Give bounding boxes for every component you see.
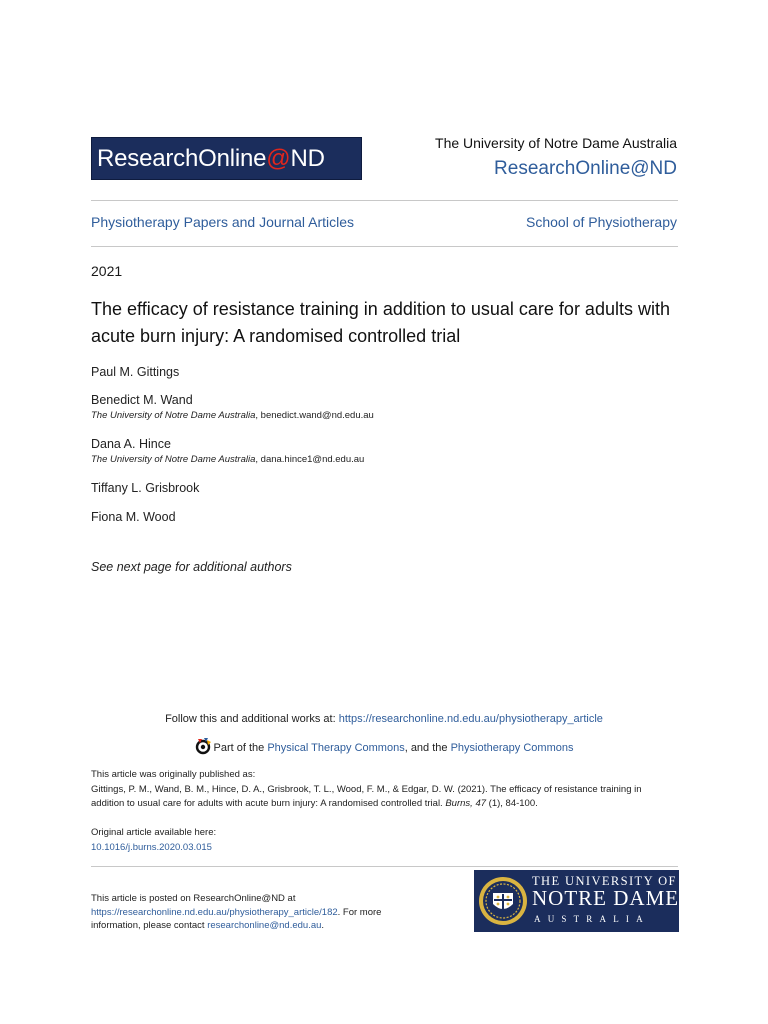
author-entry	[91, 481, 651, 495]
author-entry	[91, 393, 651, 421]
citation-end: (1), 84-100.	[486, 798, 538, 809]
physical-therapy-commons-link[interactable]: Physical Therapy Commons	[267, 742, 405, 754]
institution-name: The University of Notre Dame Australia	[435, 135, 677, 151]
nd-logo-line3: AUSTRALIA	[534, 914, 650, 924]
original-label: Original article available here:	[91, 827, 217, 838]
author-name: Benedict M. Wand	[91, 393, 193, 407]
divider-bottom	[91, 246, 678, 247]
author-entry	[91, 437, 651, 465]
author-name: Paul M. Gittings	[91, 365, 180, 379]
citation	[91, 783, 671, 812]
affiliation-name: The University of Notre Dame Australia	[91, 410, 256, 421]
researchonline-logo[interactable]	[91, 137, 362, 180]
follow-prefix: Follow this and additional works at:	[165, 713, 339, 725]
publication-info	[91, 768, 671, 812]
logo-text-at: @	[266, 145, 291, 172]
nd-logo-line1: THE UNIVERSITY OF	[532, 874, 677, 888]
part-of-line	[0, 737, 768, 755]
part-of-middle: , and the	[404, 742, 451, 754]
additional-authors-note: See next page for additional authors	[91, 560, 292, 574]
doi-link[interactable]: 10.1016/j.burns.2020.03.015	[91, 841, 212, 853]
author-affiliation: The University of Notre Dame Australia, dana.hince1@nd.edu.au	[91, 454, 365, 465]
affiliation-name: The University of Notre Dame Australia	[91, 454, 256, 465]
original-article-info	[91, 826, 216, 855]
author-affiliation: The University of Notre Dame Australia, benedict.wand@nd.edu.au	[91, 410, 374, 421]
logo-text-main: ResearchOnline	[97, 145, 267, 172]
commons-network-icon	[195, 737, 211, 755]
posted-url-link[interactable]: https://researchonline.nd.edu.au/physiotherapy_article/182	[91, 906, 338, 918]
part-of-prefix: Part of the	[213, 742, 268, 754]
author-entry	[91, 365, 651, 379]
author-name: Dana A. Hince	[91, 437, 171, 451]
physiotherapy-commons-link[interactable]: Physiotherapy Commons	[450, 742, 574, 754]
department-link[interactable]: School of Physiotherapy	[526, 214, 677, 230]
posted-line1: This article is posted on ResearchOnline@ND at	[91, 893, 296, 904]
author-entry	[91, 510, 651, 524]
notre-dame-logo[interactable]	[474, 870, 679, 932]
university-seal-icon	[477, 874, 529, 928]
author-name: Tiffany L. Grisbrook	[91, 481, 200, 495]
article-title: The efficacy of resistance training in addition to usual care for adults with acute burn injury: A randomised controlled trial	[91, 299, 670, 346]
contact-email-link[interactable]: researchonline@nd.edu.au	[207, 920, 322, 931]
posted-after-url: . For more information, please contact	[91, 906, 382, 931]
author-email: benedict.wand@nd.edu.au	[260, 410, 374, 421]
series-link[interactable]: Physiotherapy Papers and Journal Articles	[91, 214, 355, 230]
divider-top	[91, 200, 678, 201]
logo-text-end: ND	[290, 145, 325, 172]
author-email: dana.hince1@nd.edu.au	[260, 454, 365, 465]
citation-journal: Burns, 47	[445, 798, 487, 809]
publication-year: 2021	[91, 263, 123, 279]
citation-text: Gittings, P. M., Wand, B. M., Hince, D. A., Grisbrook, T. L., Wood, F. M., & Edgar, D. W. (2021). The efficacy of resistance training in addition to usual care for adults with acute burn injury: A randomised controlled trial.	[91, 783, 642, 809]
follow-line	[0, 713, 768, 725]
repository-link[interactable]: ResearchOnline@ND	[494, 158, 677, 179]
follow-url-link[interactable]: https://researchonline.nd.edu.au/physiotherapy_article	[338, 713, 603, 725]
posted-end: .	[321, 920, 325, 931]
author-name: Fiona M. Wood	[91, 510, 176, 524]
publication-intro: This article was originally published as:	[91, 769, 256, 780]
nd-logo-line2: NOTRE DAME	[532, 886, 680, 910]
posted-info	[91, 892, 391, 933]
divider-footer	[91, 866, 678, 867]
